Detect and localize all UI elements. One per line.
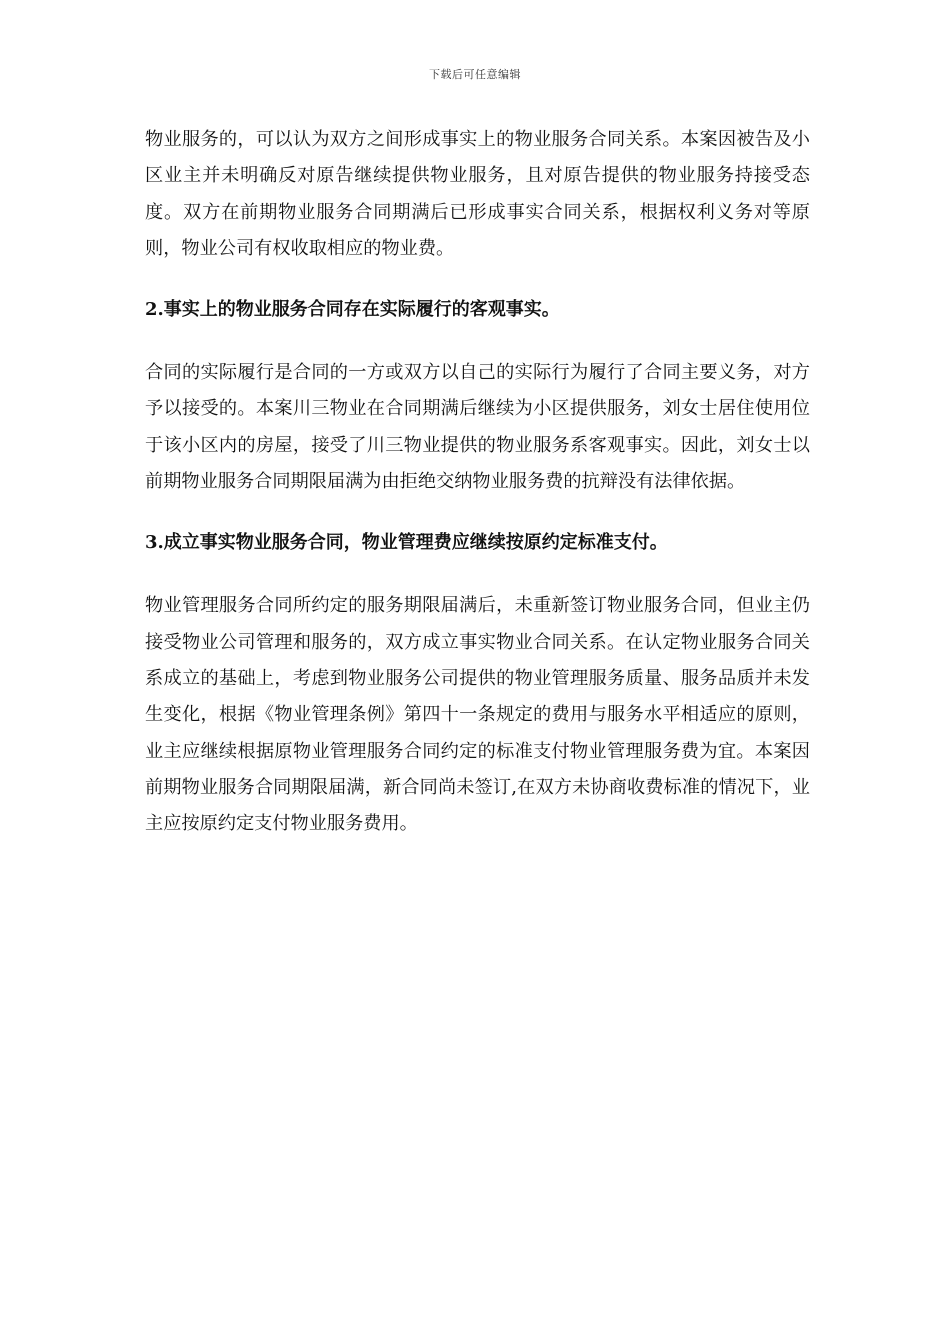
section-heading-3: 3.成立事实物业服务合同，物业管理费应继续按原约定标准支付。 (145, 532, 668, 554)
section-heading-2: 2.事实上的物业服务合同存在实际履行的客观事实。 (145, 299, 560, 321)
paragraph-3: 物业管理服务合同所约定的服务期限届满后，未重新签订物业服务合同，但业主仍接受物业公司管理和服务的，双方成立事实物业合同关系。在认定物业服务合同关系成立的基础上，考虑到物业服务公司提供的物业管理服务质量、服务品质并未发生变化，根据《物业管理条例》第四十一条规定的费用与服务水平相适应的原则，业主应继续根据原物业管理服务合同约定的标准支付物业管理服务费为宜。本案因前期物业服务合同期限届满，新合同尚未签订,在双方未协商收费标准的情况下，业主应按原约定支付物业服务费用。 (145, 595, 810, 835)
document-body (145, 122, 810, 842)
paragraph-2: 合同的实际履行是合同的一方或双方以自己的实际行为履行了合同主要义务，对方予以接受的。本案川三物业在合同期满后继续为小区提供服务，刘女士居住使用位于该小区内的房屋，接受了川三物业提供的物业服务系客观事实。因此，刘女士以前期物业服务合同期限届满为由拒绝交纳物业服务费的抗辩没有法律依据。 (145, 362, 810, 493)
page-header: 下载后可任意编辑 (429, 68, 521, 81)
paragraph-1: 物业服务的，可以认为双方之间形成事实上的物业服务合同关系。本案因被告及小区业主并未明确反对原告继续提供物业服务，且对原告提供的物业服务持接受态度。双方在前期物业服务合同期满后已形成事实合同关系，根据权利义务对等原则，物业公司有权收取相应的物业费。 (145, 129, 810, 259)
